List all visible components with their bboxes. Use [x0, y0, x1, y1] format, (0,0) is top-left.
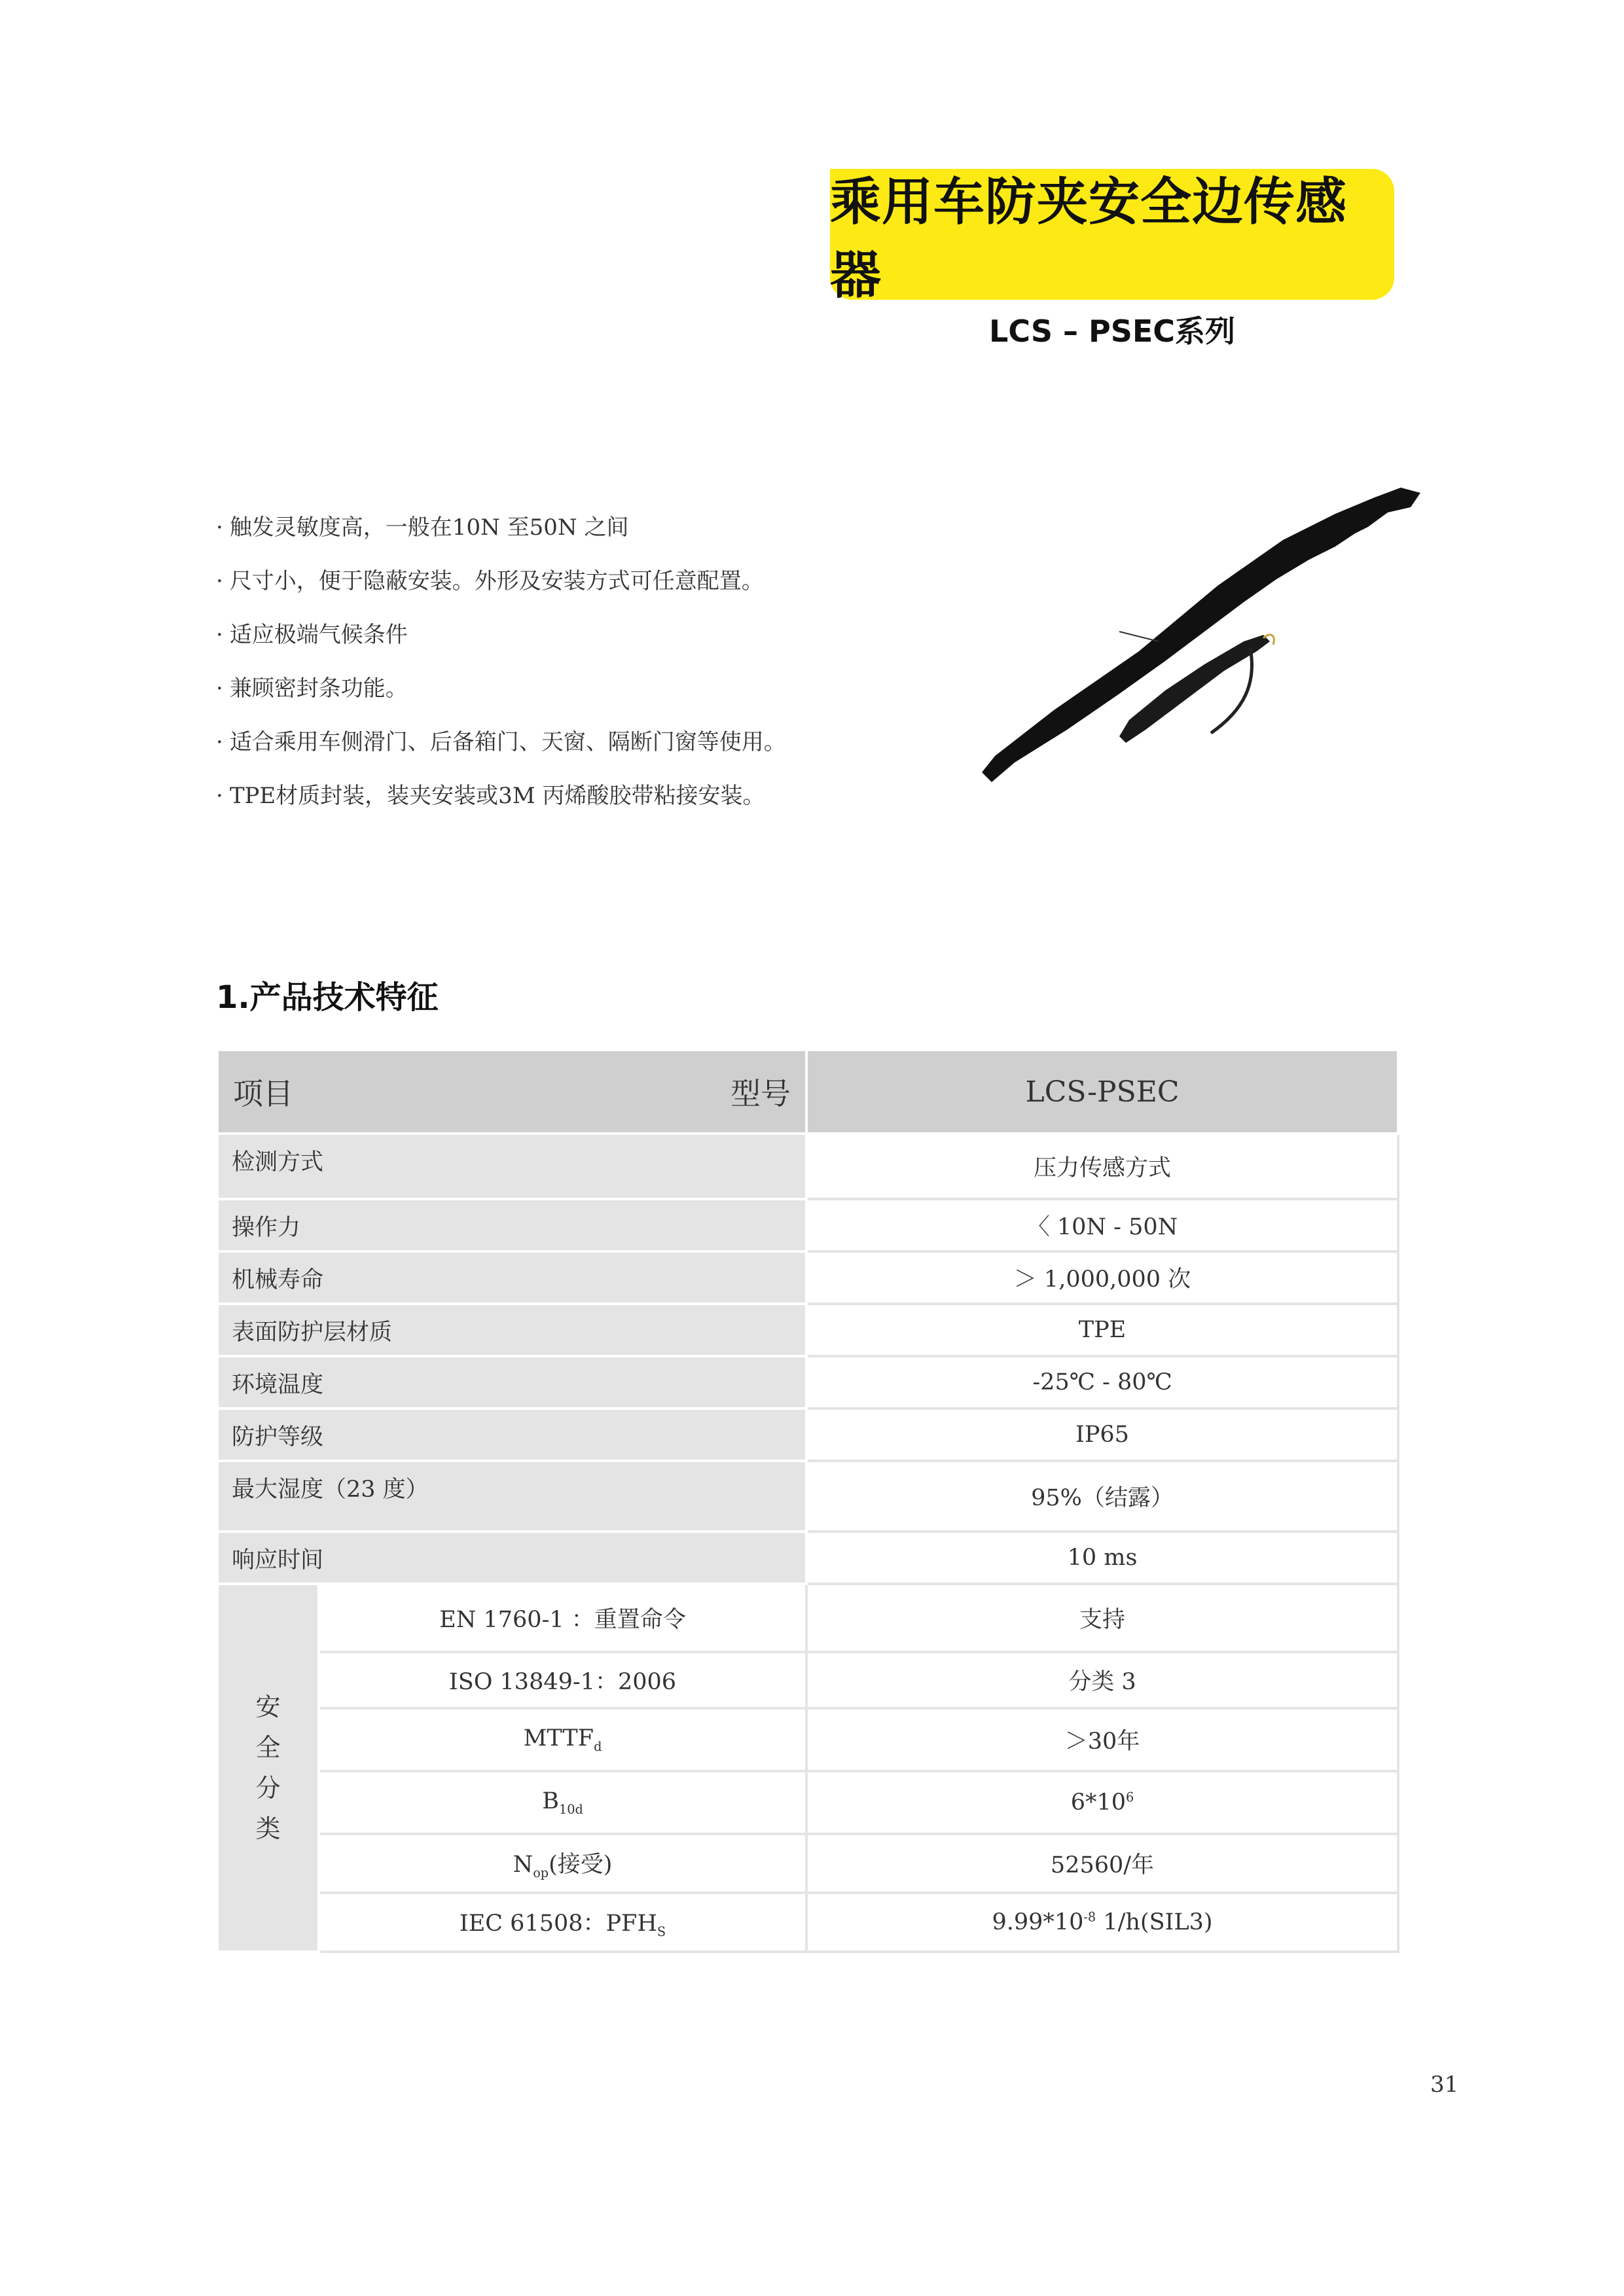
page-title: 乘用车防夹安全边传感器: [830, 173, 1348, 305]
row-value: ＞ 1,000,000 次: [806, 1251, 1398, 1304]
section-title: 1.产品技术特征: [216, 979, 439, 1016]
header-item-cell: [217, 1050, 806, 1134]
b10d-label: B: [542, 1788, 559, 1814]
series-subtitle: LCS – PSEC系列: [988, 314, 1236, 349]
feature-item: · 触发灵敏度高，一般在10N 至50N 之间: [216, 501, 786, 554]
table-row: [217, 1532, 1398, 1584]
safety-row-value: 支持: [806, 1584, 1398, 1652]
safety-row-label: [319, 1834, 806, 1893]
table-row: [217, 1708, 1398, 1771]
mttf-subscript: d: [594, 1739, 602, 1754]
b10d-exponent: 6: [1126, 1789, 1134, 1805]
header-model: 型号: [731, 1076, 791, 1111]
feature-item: · 兼顾密封条功能。: [216, 662, 786, 715]
nop-subscript: op: [533, 1865, 549, 1880]
row-label: 环境温度: [217, 1356, 806, 1408]
row-value: 95%（结露）: [806, 1461, 1398, 1532]
row-value: -25℃ - 80℃: [806, 1356, 1398, 1408]
product-image: [969, 475, 1427, 802]
safety-char: 安: [255, 1693, 281, 1721]
row-label: 操作力: [217, 1199, 806, 1251]
header-model-value: LCS-PSEC: [806, 1050, 1398, 1134]
nop-label: N: [513, 1852, 533, 1878]
arrow-pointer: [1119, 632, 1159, 641]
safety-row-value: 分类 3: [806, 1652, 1398, 1708]
pfh-exponent: -8: [1083, 1909, 1096, 1925]
table-row: [217, 1134, 1398, 1199]
feature-list: [216, 501, 786, 823]
table-header-row: [217, 1050, 1398, 1134]
pfh-label: IEC 61508：PFH: [459, 1910, 657, 1937]
feature-item: · 尺寸小，便于隐蔽安装。外形及安装方式可任意配置。: [216, 554, 786, 608]
row-value: TPE: [806, 1304, 1398, 1356]
table-row: [217, 1199, 1398, 1251]
table-row: [217, 1834, 1398, 1893]
table-row: [217, 1408, 1398, 1461]
row-value: IP65: [806, 1408, 1398, 1461]
feature-item: · 适合乘用车侧滑门、后备箱门、天窗、隔断门窗等使用。: [216, 715, 786, 769]
table-row: [217, 1771, 1398, 1834]
safety-row-label: [319, 1893, 806, 1952]
table-row: [217, 1584, 1398, 1652]
table-row: [217, 1356, 1398, 1408]
table-row: [217, 1304, 1398, 1356]
safety-char: 分: [255, 1774, 281, 1803]
safety-group-label: [217, 1584, 319, 1952]
safety-row-value: 52560/年: [806, 1834, 1398, 1893]
table-row: [217, 1251, 1398, 1304]
safety-row-label: ISO 13849-1：2006: [319, 1652, 806, 1708]
row-value: 10 ms: [806, 1532, 1398, 1584]
mttf-label: MTTF: [523, 1725, 594, 1751]
row-label: 表面防护层材质: [217, 1304, 806, 1356]
page-number: 31: [1430, 2072, 1459, 2098]
row-value: 〈 10N - 50N: [806, 1199, 1398, 1251]
pfh-unit: 1/h(SIL3): [1096, 1909, 1213, 1935]
spec-table: [216, 1049, 1399, 1953]
feature-item: · 适应极端气候条件: [216, 608, 786, 662]
row-label: 检测方式: [217, 1134, 806, 1199]
safety-char: 全: [255, 1733, 281, 1762]
safety-row-label: [319, 1771, 806, 1834]
safety-row-label: EN 1760-1 ：重置命令: [319, 1584, 806, 1652]
row-label: 响应时间: [217, 1532, 806, 1584]
b10d-value: 6*10: [1070, 1789, 1127, 1816]
title-banner: [830, 169, 1394, 305]
safety-char: 类: [255, 1814, 281, 1843]
header-item: 项目: [233, 1076, 293, 1111]
safety-row-label: [319, 1708, 806, 1771]
row-label: 防护等级: [217, 1408, 806, 1461]
nop-tail: (接受): [549, 1852, 613, 1878]
b10d-subscript: 10d: [558, 1802, 583, 1817]
safety-row-value: ＞30年: [806, 1708, 1398, 1771]
table-row: [217, 1893, 1398, 1952]
safety-row-value: [806, 1893, 1398, 1952]
safety-row-value: [806, 1771, 1398, 1834]
row-label: 最大湿度（23 度）: [217, 1461, 806, 1532]
pfh-value: 9.99*10: [992, 1909, 1084, 1935]
sensor-strip-long: [982, 488, 1420, 782]
table-row: [217, 1461, 1398, 1532]
pfh-subscript: S: [657, 1924, 666, 1939]
row-label: 机械寿命: [217, 1251, 806, 1304]
table-row: [217, 1652, 1398, 1708]
feature-item: · TPE材质封装，装夹安装或3M 丙烯酸胶带粘接安装。: [216, 769, 786, 823]
row-value: 压力传感方式: [806, 1134, 1398, 1199]
